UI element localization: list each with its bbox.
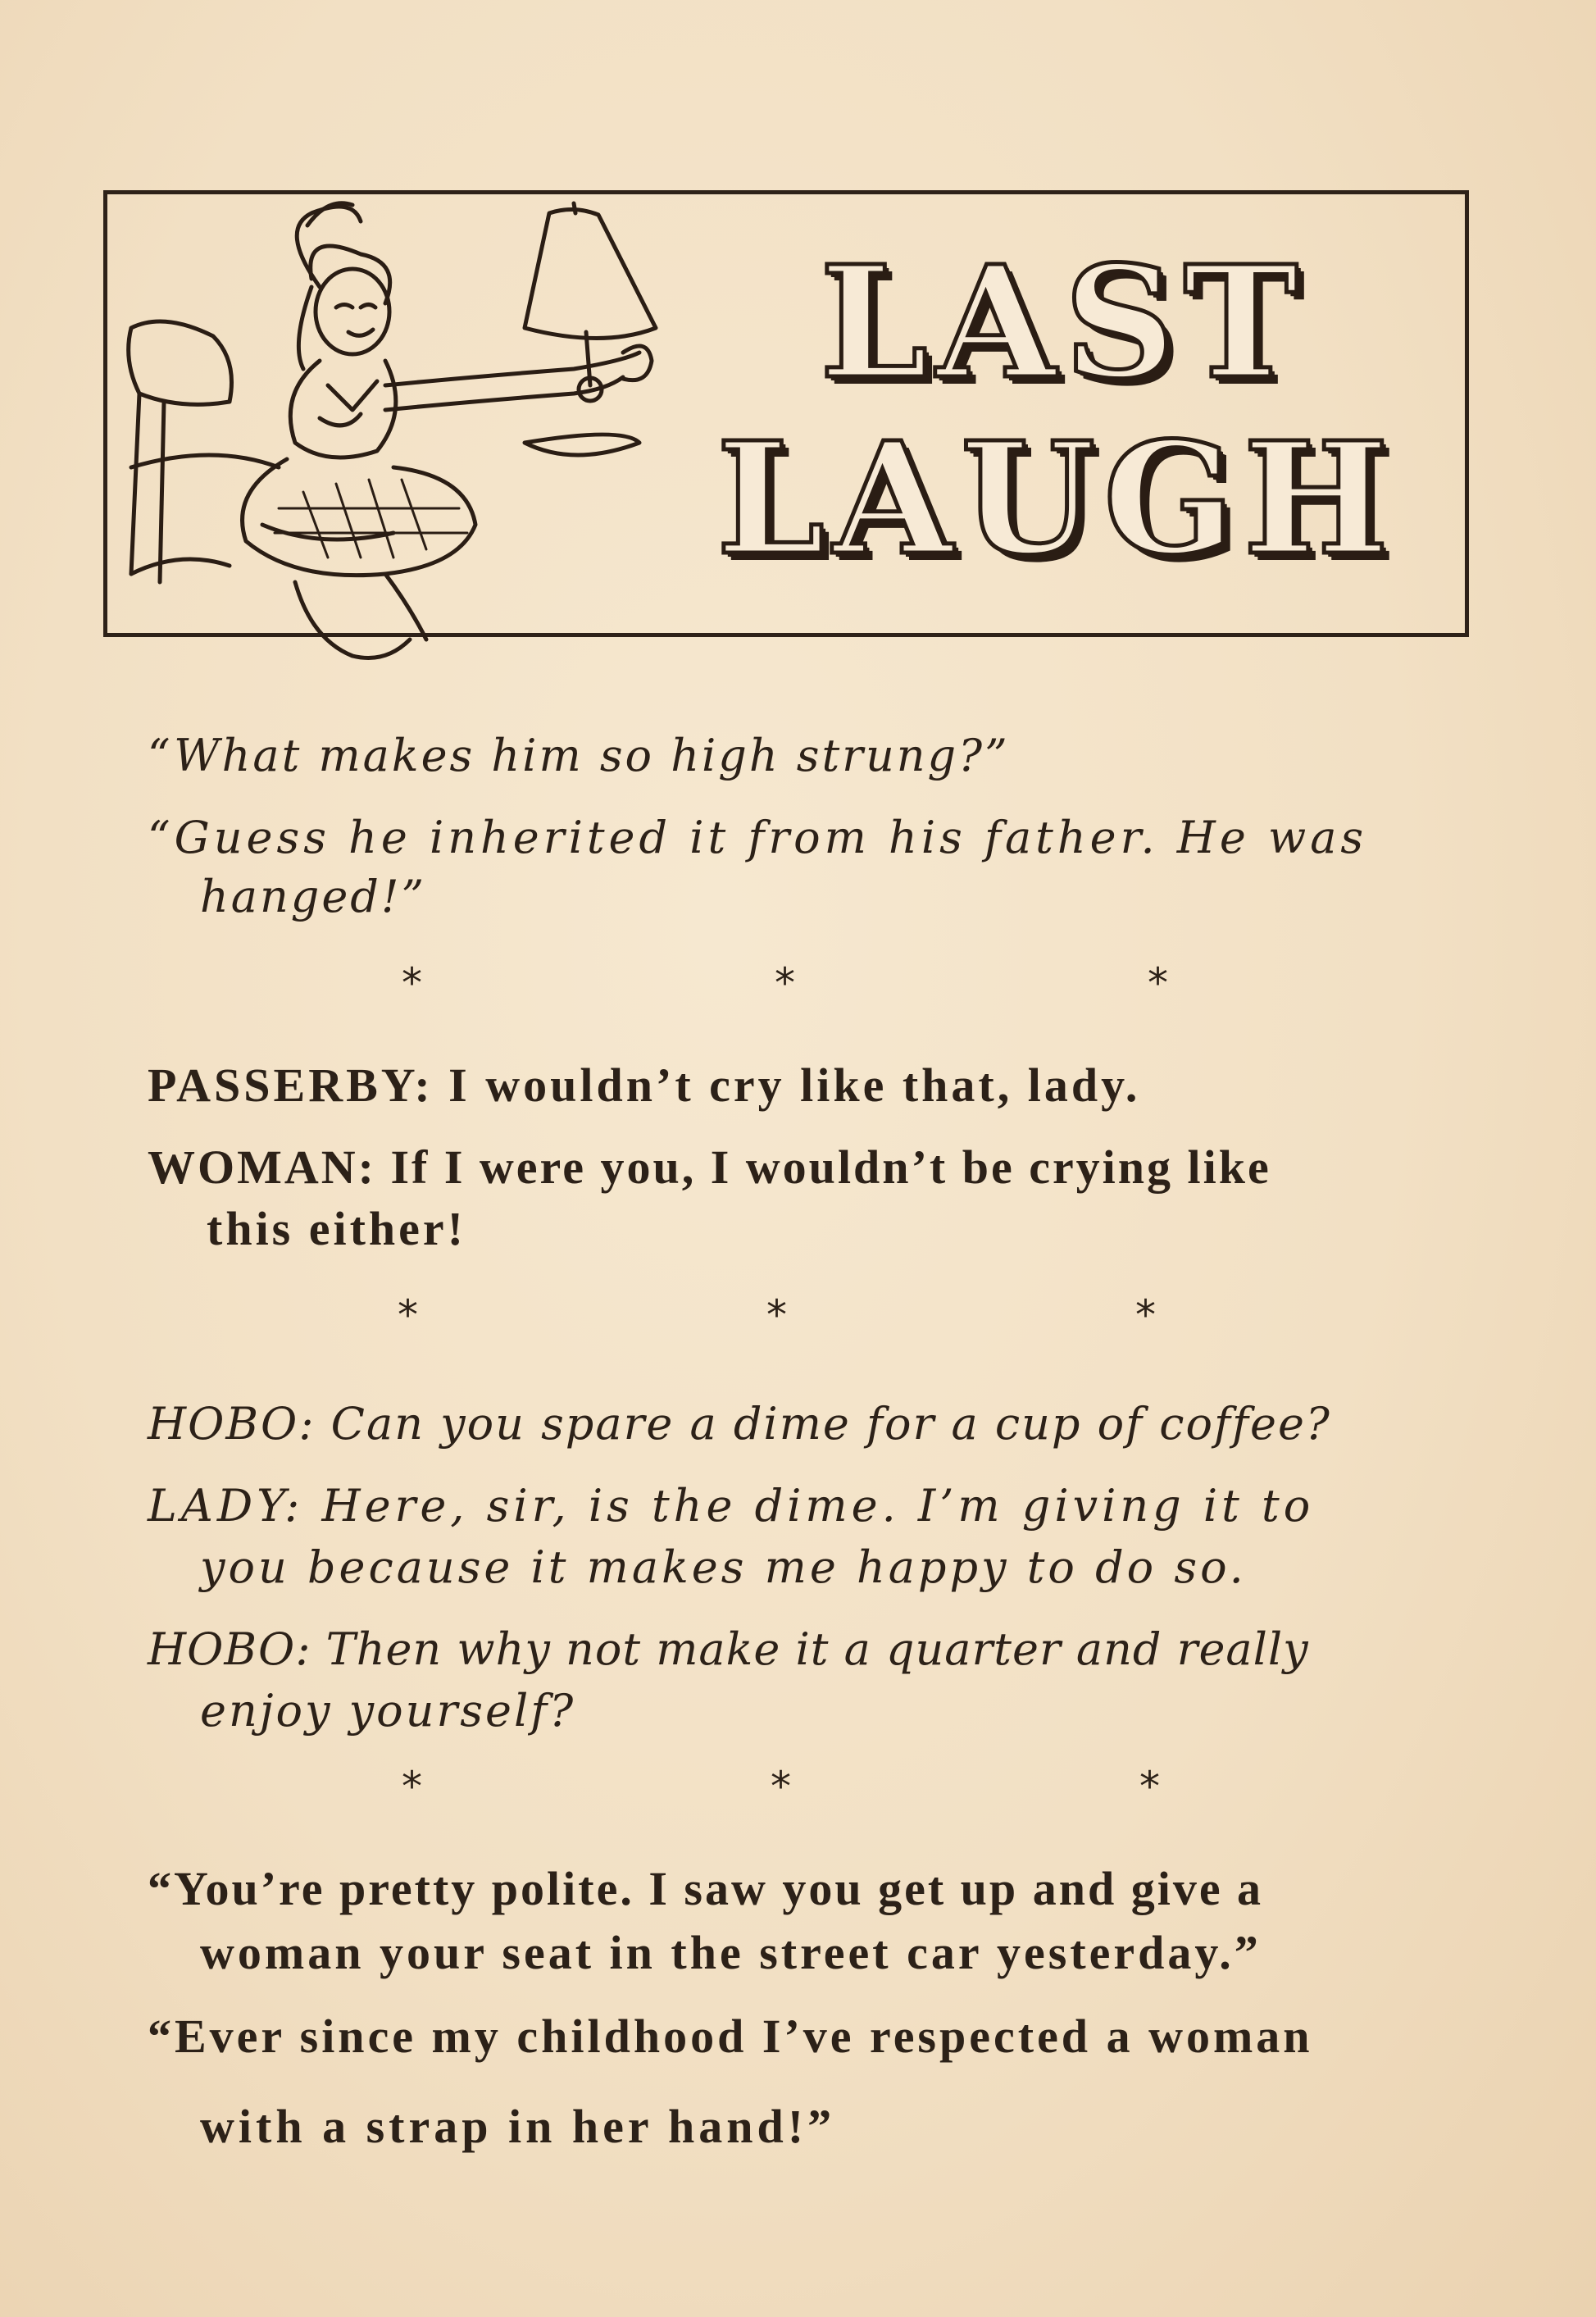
joke-line: this either!	[207, 1202, 466, 1255]
joke-line: LADY: Here, sir, is the dime. I’m giving it to	[148, 1480, 1315, 1532]
joke-line: you because it makes me happy to do so.	[200, 1541, 1247, 1593]
separator-star: *	[402, 1763, 422, 1810]
joke-line: enjoy yourself?	[200, 1685, 576, 1737]
separator-star: *	[1148, 959, 1168, 1007]
separator-star: *	[398, 1291, 418, 1339]
joke-line: WOMAN: If I were you, I wouldn’t be crying like	[148, 1140, 1271, 1194]
title-line-1: LAST	[820, 232, 1307, 413]
separator-star: *	[766, 1291, 787, 1339]
separator-star: *	[1135, 1291, 1156, 1339]
joke-line: hanged!”	[200, 871, 427, 922]
joke-line: “What makes him so high strung?”	[148, 730, 1010, 781]
separator-star: *	[775, 959, 795, 1007]
joke-line: “Ever since my childhood I’ve respected a woman	[148, 2010, 1313, 2063]
separator-star: *	[1139, 1763, 1160, 1810]
joke-line: woman your seat in the street car yesterday.”	[200, 1926, 1262, 1979]
separator-star: *	[771, 1763, 791, 1810]
separator-star: *	[402, 959, 422, 1007]
joke-line: HOBO: Then why not make it a quarter and really	[148, 1623, 1309, 1675]
joke-line: “You’re pretty polite. I saw you get up and give a	[148, 1862, 1264, 1915]
title-line-2: LAUGH	[716, 408, 1398, 589]
joke-line: HOBO: Can you spare a dime for a cup of coffee?	[148, 1398, 1331, 1450]
joke-line: “Guess he inherited it from his father. He was	[148, 812, 1368, 863]
joke-line: with a strap in her hand!”	[200, 2100, 836, 2153]
joke-line: PASSERBY: I wouldn’t cry like that, lady.	[148, 1058, 1141, 1112]
